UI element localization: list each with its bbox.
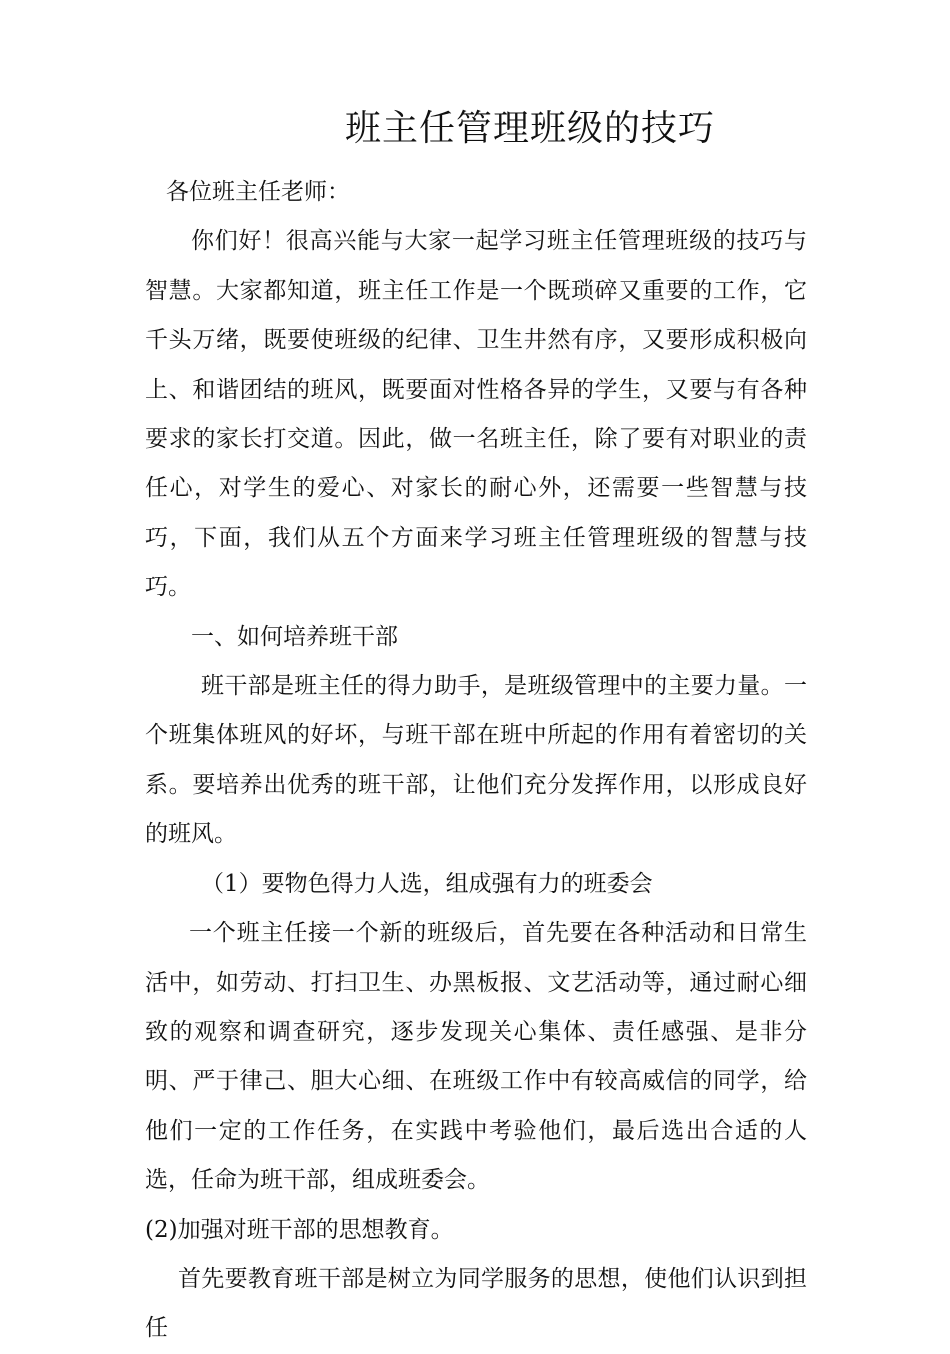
subheading-2: (2)加强对班干部的思想教育。 <box>145 1216 454 1243</box>
section-heading-1: 一、如何培养班干部 <box>191 623 398 650</box>
document-title: 班主任管理班级的技巧 <box>344 108 715 149</box>
paragraph-cadre: 班干部是班主任的得力助手，是班级管理中的主要力量。一个班集体班风的好坏，与班干部在班中所起的作用有着密切的关系。要培养出优秀的班干部，让他们充分发挥作用，以形成良好的班风。 <box>145 673 807 848</box>
paragraph-select: 一个班主任接一个新的班级后，首先要在各种活动和日常生活中，如劳动、打扫卫生、办黑板报、文艺活动等，通过耐心细致的观察和调查研究，逐步发现关心集体、责任感强、是非分明、严于律己、胆大心细、在班级工作中有较高威信的同学，给他们一定的工作任务，在实践中考验他们，最后选出合适的人选，任命为班干部，组成班委会。 <box>145 920 807 1194</box>
document-body <box>145 168 807 1354</box>
paragraph-education: 首先要教育班干部是树立为同学服务的思想，使他们认识到担任 <box>145 1265 807 1342</box>
paragraph-intro: 你们好！很高兴能与大家一起学习班主任管理班级的技巧与智慧。大家都知道，班主任工作是一个既琐碎又重要的工作，它千头万绪，既要使班级的纪律、卫生井然有序，又要形成积极向上、和谐团结的班风，既要面对性格各异的学生，又要与有各种要求的家长打交道。因此，做一名班主任，除了要有对职业的责任心，对学生的爱心、对家长的耐心外，还需要一些智慧与技巧，下面，我们从五个方面来学习班主任管理班级的智慧与技巧。 <box>145 228 807 601</box>
salutation: 各位班主任老师： <box>166 179 350 205</box>
subheading-1: （1）要物色得力人选，组成强有力的班委会 <box>201 870 653 897</box>
